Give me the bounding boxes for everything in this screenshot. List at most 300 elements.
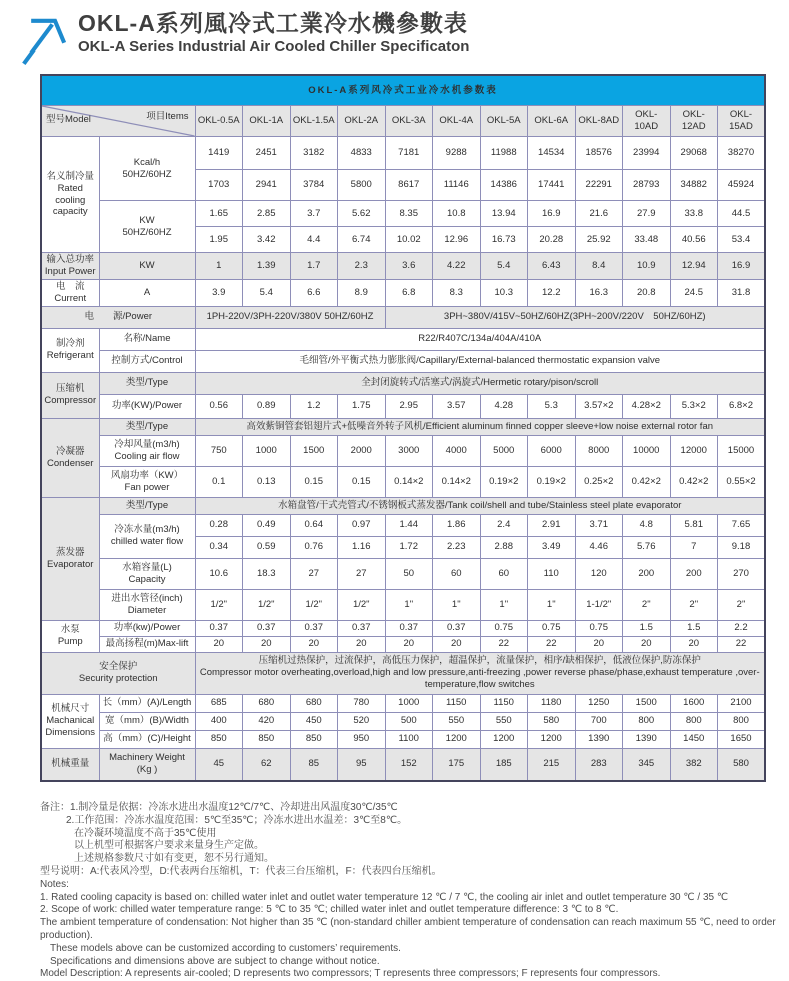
value-cell: 22291 xyxy=(575,170,623,201)
value-cell: 3.6 xyxy=(385,253,433,280)
value-cell: 1650 xyxy=(718,730,766,748)
note-line: 1. Rated cooling capacity is based on: chilled water inlet and outlet water temperature 12 ℃ / 7 ℃, the cooling air inlet and outlet temperature 30 ℃ / 35 ℃ xyxy=(40,891,729,903)
value-cell: 6.74 xyxy=(338,227,386,253)
value-cell: 3.49 xyxy=(528,536,576,558)
model-header: OKL-12AD xyxy=(670,106,718,137)
value-cell: 20 xyxy=(290,636,338,652)
spec-table xyxy=(40,74,766,782)
value-cell: 0.75 xyxy=(480,620,528,636)
value-cell: 3000 xyxy=(385,435,433,466)
span-value-cell: 毛细管/外平衡式热力膨胀阀/Capillary/External-balanced thermostatic expansion valve xyxy=(195,350,765,372)
value-cell: 0.37 xyxy=(243,620,291,636)
value-cell: 680 xyxy=(290,694,338,712)
value-cell: 2.3 xyxy=(338,253,386,280)
value-cell: 7.65 xyxy=(718,514,766,536)
value-cell: 2.23 xyxy=(433,536,481,558)
value-cell: 2" xyxy=(718,589,766,620)
value-cell: 2.4 xyxy=(480,514,528,536)
value-cell: 0.97 xyxy=(338,514,386,536)
value-cell: 17441 xyxy=(528,170,576,201)
value-cell: 11146 xyxy=(433,170,481,201)
note-line: These models above can be customized according to customers’ requirements. xyxy=(50,942,401,954)
value-cell: 750 xyxy=(195,435,243,466)
value-cell: 1.7 xyxy=(290,253,338,280)
corner-cell xyxy=(41,106,195,137)
span-value-cell: 高效紫铜管套铝翅片式+低噪音外转子风机/Efficient aluminum finned copper sleeve+low noise external rotor fan xyxy=(195,418,765,435)
value-cell: 0.59 xyxy=(243,536,291,558)
value-cell: 10.3 xyxy=(480,279,528,306)
item-label: A xyxy=(99,279,195,306)
value-cell: 10.9 xyxy=(623,253,671,280)
value-cell: 12.94 xyxy=(670,253,718,280)
value-cell: 1/2" xyxy=(195,589,243,620)
value-cell: 2" xyxy=(670,589,718,620)
value-cell: 1/2" xyxy=(243,589,291,620)
value-cell: 0.34 xyxy=(195,536,243,558)
value-cell: 780 xyxy=(338,694,386,712)
value-cell: 6.8 xyxy=(385,279,433,306)
value-cell: 1.16 xyxy=(338,536,386,558)
value-cell: 800 xyxy=(670,712,718,730)
value-cell: 5800 xyxy=(338,170,386,201)
value-cell: 800 xyxy=(718,712,766,730)
value-cell: 1000 xyxy=(243,435,291,466)
section-label: 名义制冷量 Rated cooling capacity xyxy=(41,137,99,253)
value-cell: 0.14×2 xyxy=(385,466,433,497)
value-cell: 12.2 xyxy=(528,279,576,306)
value-cell: 7 xyxy=(670,536,718,558)
value-cell: 1703 xyxy=(195,170,243,201)
value-cell: 38270 xyxy=(718,137,766,170)
value-cell: 6.8×2 xyxy=(718,394,766,418)
page-header xyxy=(0,0,789,66)
value-cell: 15000 xyxy=(718,435,766,466)
value-cell: 1250 xyxy=(575,694,623,712)
value-cell: 60 xyxy=(433,558,481,589)
value-cell: 12000 xyxy=(670,435,718,466)
model-header: OKL-2A xyxy=(338,106,386,137)
value-cell: 33.48 xyxy=(623,227,671,253)
value-cell: 10.6 xyxy=(195,558,243,589)
value-cell: 1000 xyxy=(385,694,433,712)
value-cell: 680 xyxy=(243,694,291,712)
value-cell: 0.19×2 xyxy=(480,466,528,497)
value-cell: 16.3 xyxy=(575,279,623,306)
value-cell: 29068 xyxy=(670,137,718,170)
value-cell: 0.42×2 xyxy=(670,466,718,497)
value-cell: 3.7 xyxy=(290,201,338,227)
value-cell: 450 xyxy=(290,712,338,730)
value-cell: 3.57 xyxy=(433,394,481,418)
value-cell: 1.5 xyxy=(670,620,718,636)
value-cell: 0.37 xyxy=(195,620,243,636)
value-cell: 6.43 xyxy=(528,253,576,280)
value-cell: 20 xyxy=(338,636,386,652)
value-cell: 0.55×2 xyxy=(718,466,766,497)
value-cell: 0.1 xyxy=(195,466,243,497)
value-cell: 1500 xyxy=(290,435,338,466)
value-cell: 152 xyxy=(385,748,433,781)
model-header: OKL-1A xyxy=(243,106,291,137)
value-cell: 0.89 xyxy=(243,394,291,418)
value-cell: 1450 xyxy=(670,730,718,748)
title-block xyxy=(78,10,469,55)
value-cell: 20.8 xyxy=(623,279,671,306)
span-value-cell: 水箱盘管/干式壳管式/不锈钢板式蒸发器/Tank coil/shell and tube/Stainless steel plate evaporator xyxy=(195,497,765,514)
value-cell: 95 xyxy=(338,748,386,781)
value-cell: 400 xyxy=(195,712,243,730)
value-cell: 1200 xyxy=(528,730,576,748)
value-cell: 550 xyxy=(433,712,481,730)
value-cell: 25.92 xyxy=(575,227,623,253)
value-cell: 800 xyxy=(623,712,671,730)
value-cell: 13.94 xyxy=(480,201,528,227)
page-title: OKL-A系列風冷式工業冷水機參數表 xyxy=(78,10,468,36)
item-label: 类型/Type xyxy=(99,497,195,514)
value-cell: 3784 xyxy=(290,170,338,201)
value-cell: 0.75 xyxy=(528,620,576,636)
value-cell: 1 xyxy=(195,253,243,280)
value-cell: 9.18 xyxy=(718,536,766,558)
model-header: OKL-8AD xyxy=(575,106,623,137)
item-label: 类型/Type xyxy=(99,372,195,394)
value-cell: 580 xyxy=(528,712,576,730)
value-cell: 40.56 xyxy=(670,227,718,253)
value-cell: 3.71 xyxy=(575,514,623,536)
value-cell: 1" xyxy=(528,589,576,620)
value-cell: 22 xyxy=(718,636,766,652)
value-cell: 16.9 xyxy=(528,201,576,227)
section-label: 冷凝器 Condenser xyxy=(41,418,99,497)
corner-items-label: 项目Items xyxy=(146,111,189,122)
item-label: 功率(kw)/Power xyxy=(99,620,195,636)
value-cell: 10.02 xyxy=(385,227,433,253)
value-cell: 6.6 xyxy=(290,279,338,306)
model-header: OKL-5A xyxy=(480,106,528,137)
value-cell: 500 xyxy=(385,712,433,730)
note-line: 备注：1.制冷量是依据：冷冻水进出水温度12℃/7℃、冷却进出风温度30℃/35℃ xyxy=(40,802,398,813)
value-cell: 33.8 xyxy=(670,201,718,227)
model-header: OKL-1.5A xyxy=(290,106,338,137)
section-label: 水泵 Pump xyxy=(41,620,99,652)
value-cell: 23994 xyxy=(623,137,671,170)
value-cell: 45924 xyxy=(718,170,766,201)
value-cell: 3.9 xyxy=(195,279,243,306)
value-cell: 4833 xyxy=(338,137,386,170)
value-cell: 0.37 xyxy=(433,620,481,636)
value-cell: 0.37 xyxy=(385,620,433,636)
value-cell: 4.28×2 xyxy=(623,394,671,418)
value-cell: 20 xyxy=(195,636,243,652)
corner-model-label: 型号Model xyxy=(46,114,91,125)
value-cell: 8.35 xyxy=(385,201,433,227)
value-cell: 1.39 xyxy=(243,253,291,280)
section-label: 制冷剂 Refrigerant xyxy=(41,328,99,372)
note-line: Model Description: A represents air-cooled; D represents two compressors; T represents three compressors; F represents four compressors. xyxy=(40,968,661,980)
section-label: 压缩机 Compressor xyxy=(41,372,99,418)
value-cell: 0.15 xyxy=(290,466,338,497)
span-value-cell: 全封闭旋转式/活塞式/涡旋式/Hermetic rotary/pison/scroll xyxy=(195,372,765,394)
value-cell: 5.81 xyxy=(670,514,718,536)
value-cell: 2.91 xyxy=(528,514,576,536)
value-cell: 21.6 xyxy=(575,201,623,227)
item-label: 冷却风量(m3/h) Cooling air flow xyxy=(99,435,195,466)
value-cell: 20 xyxy=(575,636,623,652)
note-line: Specifications and dimensions above are subject to change without notice. xyxy=(50,955,380,967)
value-cell: 27.9 xyxy=(623,201,671,227)
value-cell: 20 xyxy=(623,636,671,652)
value-cell: 1150 xyxy=(480,694,528,712)
value-cell: 18.3 xyxy=(243,558,291,589)
value-cell: 31.8 xyxy=(718,279,766,306)
model-header: OKL-10AD xyxy=(623,106,671,137)
value-cell: 27 xyxy=(338,558,386,589)
item-label: 功率(KW)/Power xyxy=(99,394,195,418)
value-cell: 5.62 xyxy=(338,201,386,227)
value-cell: 14534 xyxy=(528,137,576,170)
value-cell: 20 xyxy=(385,636,433,652)
value-cell: 850 xyxy=(195,730,243,748)
value-cell: 16.73 xyxy=(480,227,528,253)
value-cell: 3.42 xyxy=(243,227,291,253)
table-title: OKL-A系列风冷式工业冷水机参数表 xyxy=(41,75,765,106)
value-cell: 6000 xyxy=(528,435,576,466)
value-cell: 382 xyxy=(670,748,718,781)
value-cell: 5000 xyxy=(480,435,528,466)
value-cell: 110 xyxy=(528,558,576,589)
model-header: OKL-15AD xyxy=(718,106,766,137)
value-cell: 10.8 xyxy=(433,201,481,227)
value-cell: 4.46 xyxy=(575,536,623,558)
value-cell: 27 xyxy=(290,558,338,589)
value-cell: 1-1/2" xyxy=(575,589,623,620)
value-cell: 0.56 xyxy=(195,394,243,418)
span-value-cell: R22/R407C/134a/404A/410A xyxy=(195,328,765,350)
value-cell: 1/2" xyxy=(290,589,338,620)
value-cell: 1.65 xyxy=(195,201,243,227)
value-cell: 0.64 xyxy=(290,514,338,536)
value-cell: 5.3 xyxy=(528,394,576,418)
value-cell: 200 xyxy=(623,558,671,589)
value-cell: 270 xyxy=(718,558,766,589)
item-label: 电 源/Power xyxy=(41,306,195,328)
value-cell: 1390 xyxy=(623,730,671,748)
value-cell: 0.15 xyxy=(338,466,386,497)
value-cell: 2.2 xyxy=(718,620,766,636)
value-cell: 120 xyxy=(575,558,623,589)
value-cell: 550 xyxy=(480,712,528,730)
note-line: 上述规格参数尺寸如有变更，恕不另行通知。 xyxy=(74,853,274,865)
span-value-cell: 1PH-220V/3PH-220V/380V 50HZ/60HZ xyxy=(195,306,385,328)
value-cell: 4.4 xyxy=(290,227,338,253)
item-label: 安全保护 Security protection xyxy=(41,652,195,694)
value-cell: 0.42×2 xyxy=(623,466,671,497)
value-cell: 1.75 xyxy=(338,394,386,418)
value-cell: 1419 xyxy=(195,137,243,170)
value-cell: 1.95 xyxy=(195,227,243,253)
value-cell: 8617 xyxy=(385,170,433,201)
item-label: 高（mm）(C)/Height xyxy=(99,730,195,748)
value-cell: 420 xyxy=(243,712,291,730)
spec-table-body xyxy=(41,75,765,781)
value-cell: 7181 xyxy=(385,137,433,170)
value-cell: 1.2 xyxy=(290,394,338,418)
value-cell: 185 xyxy=(480,748,528,781)
value-cell: 5.3×2 xyxy=(670,394,718,418)
value-cell: 85 xyxy=(290,748,338,781)
value-cell: 20 xyxy=(670,636,718,652)
value-cell: 8.9 xyxy=(338,279,386,306)
value-cell: 0.25×2 xyxy=(575,466,623,497)
value-cell: 4.22 xyxy=(433,253,481,280)
value-cell: 1" xyxy=(480,589,528,620)
note-line: 在冷凝环境温度不高于35℃使用 xyxy=(74,827,217,839)
value-cell: 4.28 xyxy=(480,394,528,418)
value-cell: 20 xyxy=(433,636,481,652)
model-header: OKL-0.5A xyxy=(195,106,243,137)
value-cell: 0.19×2 xyxy=(528,466,576,497)
value-cell: 2.95 xyxy=(385,394,433,418)
value-cell: 215 xyxy=(528,748,576,781)
section-label: 机械尺寸 Machanical Dimensions xyxy=(41,694,99,748)
value-cell: 1200 xyxy=(480,730,528,748)
value-cell: 1100 xyxy=(385,730,433,748)
item-label: KW 50HZ/60HZ xyxy=(99,201,195,253)
value-cell: 28793 xyxy=(623,170,671,201)
item-label: 长（mm）(A)/Length xyxy=(99,694,195,712)
note-line: 2. Scope of work: chilled water temperature range: 5 ℃ to 35 ℃; chilled water inlet and outlet temperature difference: 3 ℃ to 8 ℃. xyxy=(40,904,619,916)
value-cell: 0.14×2 xyxy=(433,466,481,497)
value-cell: 22 xyxy=(480,636,528,652)
value-cell: 1180 xyxy=(528,694,576,712)
value-cell: 0.28 xyxy=(195,514,243,536)
value-cell: 60 xyxy=(480,558,528,589)
value-cell: 8.3 xyxy=(433,279,481,306)
section-label: 输入总功率 Input Power xyxy=(41,253,99,280)
item-label: 进出水管径(inch) Diameter xyxy=(99,589,195,620)
value-cell: 520 xyxy=(338,712,386,730)
item-label: 控制方式/Control xyxy=(99,350,195,372)
value-cell: 16.9 xyxy=(718,253,766,280)
value-cell: 0.76 xyxy=(290,536,338,558)
note-line: The ambient temperature of condensation: Not higher than 35 ℃ (non-standard chiller ambient temperature of condensation can reach maximum 55 ℃, need to order production). xyxy=(40,917,776,941)
section-label: 机械重量 xyxy=(41,748,99,781)
value-cell: 1.5 xyxy=(623,620,671,636)
value-cell: 1" xyxy=(385,589,433,620)
value-cell: 580 xyxy=(718,748,766,781)
note-line: 2.工作范围：冷冻水温度范围：5℃至35℃；冷冻水进出水温差：3℃至8℃。 xyxy=(66,814,408,826)
model-header: OKL-6A xyxy=(528,106,576,137)
value-cell: 2" xyxy=(623,589,671,620)
value-cell: 4000 xyxy=(433,435,481,466)
note-line: 以上机型可根据客户要求来量身生产定做。 xyxy=(74,840,264,852)
value-cell: 3.57×2 xyxy=(575,394,623,418)
value-cell: 11988 xyxy=(480,137,528,170)
value-cell: 45 xyxy=(195,748,243,781)
item-label: 冷冻水量(m3/h) chilled water flow xyxy=(99,514,195,558)
value-cell: 9288 xyxy=(433,137,481,170)
value-cell: 2.88 xyxy=(480,536,528,558)
value-cell: 34882 xyxy=(670,170,718,201)
value-cell: 53.4 xyxy=(718,227,766,253)
section-label: 蒸发器 Evaporator xyxy=(41,497,99,620)
value-cell: 2000 xyxy=(338,435,386,466)
model-header: OKL-3A xyxy=(385,106,433,137)
value-cell: 4.8 xyxy=(623,514,671,536)
note-line: 型号说明：A:代表风冷型，D:代表两台压缩机，T：代表三台压缩机，F：代表四台压缩机。 xyxy=(40,865,442,877)
item-label: Kcal/h 50HZ/60HZ xyxy=(99,137,195,201)
value-cell: 18576 xyxy=(575,137,623,170)
value-cell: 8000 xyxy=(575,435,623,466)
item-label: 宽（mm）(B)/Width xyxy=(99,712,195,730)
value-cell: 0.49 xyxy=(243,514,291,536)
value-cell: 62 xyxy=(243,748,291,781)
value-cell: 850 xyxy=(290,730,338,748)
value-cell: 24.5 xyxy=(670,279,718,306)
value-cell: 685 xyxy=(195,694,243,712)
value-cell: 50 xyxy=(385,558,433,589)
value-cell: 20.28 xyxy=(528,227,576,253)
value-cell: 8.4 xyxy=(575,253,623,280)
value-cell: 2941 xyxy=(243,170,291,201)
value-cell: 2451 xyxy=(243,137,291,170)
value-cell: 1200 xyxy=(433,730,481,748)
notes-section xyxy=(40,802,789,981)
value-cell: 2.85 xyxy=(243,201,291,227)
logo-arrow-icon xyxy=(22,14,66,66)
item-label: 类型/Type xyxy=(99,418,195,435)
value-cell: 1" xyxy=(433,589,481,620)
model-header: OKL-4A xyxy=(433,106,481,137)
value-cell: 0.75 xyxy=(575,620,623,636)
note-line: Notes: xyxy=(40,878,69,890)
span-value-cell: 3PH~380V/415V~50HZ/60HZ(3PH~200V/220V 50HZ/60HZ) xyxy=(385,306,765,328)
section-label: 电 流 Current xyxy=(41,279,99,306)
value-cell: 850 xyxy=(243,730,291,748)
value-cell: 1.72 xyxy=(385,536,433,558)
value-cell: 1150 xyxy=(433,694,481,712)
value-cell: 5.4 xyxy=(243,279,291,306)
value-cell: 1.86 xyxy=(433,514,481,536)
item-label: KW xyxy=(99,253,195,280)
value-cell: 10000 xyxy=(623,435,671,466)
item-label: 名称/Name xyxy=(99,328,195,350)
item-label: Machinery Weight (Kg ) xyxy=(99,748,195,781)
value-cell: 2100 xyxy=(718,694,766,712)
value-cell: 1.44 xyxy=(385,514,433,536)
value-cell: 0.37 xyxy=(290,620,338,636)
value-cell: 1/2" xyxy=(338,589,386,620)
page-subtitle: OKL-A Series Industrial Air Cooled Chiller Specificaton xyxy=(78,38,470,56)
value-cell: 20 xyxy=(243,636,291,652)
span-value-cell: 压缩机过热保护，过流保护，高低压力保护，超温保护，流量保护，相序/缺相保护，低液位保护,防冻保护 Compressor motor overheating,overload,high and low pressure,anti-freezing ,power reverse phase/phase,exhaust temperature ,over-temperature,flow switches xyxy=(195,652,765,694)
value-cell: 175 xyxy=(433,748,481,781)
value-cell: 1500 xyxy=(623,694,671,712)
value-cell: 14386 xyxy=(480,170,528,201)
value-cell: 283 xyxy=(575,748,623,781)
value-cell: 0.37 xyxy=(338,620,386,636)
value-cell: 700 xyxy=(575,712,623,730)
value-cell: 5.4 xyxy=(480,253,528,280)
value-cell: 345 xyxy=(623,748,671,781)
value-cell: 0.13 xyxy=(243,466,291,497)
value-cell: 3182 xyxy=(290,137,338,170)
value-cell: 950 xyxy=(338,730,386,748)
item-label: 水箱容量(L) Capacity xyxy=(99,558,195,589)
value-cell: 200 xyxy=(670,558,718,589)
value-cell: 5.76 xyxy=(623,536,671,558)
item-label: 最高扬程(m)Max-lift xyxy=(99,636,195,652)
